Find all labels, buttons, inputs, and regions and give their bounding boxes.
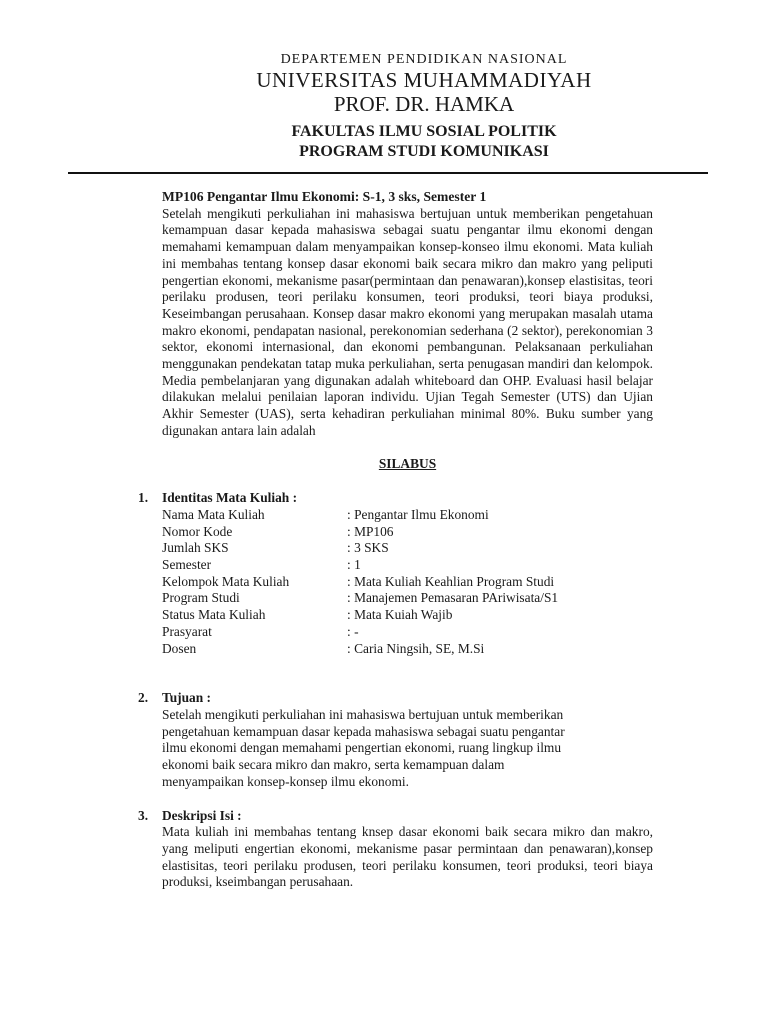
header-divider [68, 172, 708, 174]
tujuan-line: ekonomi baik secara mikro dan makro, serta kemampuan dalam [162, 757, 505, 773]
identity-row [162, 557, 653, 574]
identity-value: : Caria Ningsih, SE, M.Si [347, 640, 485, 656]
deskripsi-text: Mata kuliah ini membahas tentang knsep dasar ekonomi baik secara mikro dan makro, yang meliputi engertian ekonomi, mekanisme pasar permintaan dan penawaran),konsep elastisitas, teori perilaku produsen, teori perilaku konsumen, teori produksi, teori biaya produksi, kseimbangan perusahaan. [162, 824, 653, 890]
university-name: UNIVERSITAS MUHAMMADIYAH [256, 68, 592, 92]
identity-row [162, 507, 653, 524]
letterhead [0, 52, 768, 162]
tujuan-line: menyampaikan konsep-konsep ilmu ekonomi. [162, 773, 409, 789]
identity-row [162, 641, 653, 658]
section-number: 1. [138, 490, 149, 506]
identity-value: : Pengantar Ilmu Ekonomi [347, 506, 489, 522]
department-name: DEPARTEMEN PENDIDIKAN NASIONAL [280, 52, 568, 67]
identity-value: : 3 SKS [347, 540, 389, 556]
university-name-line2: PROF. DR. HAMKA [333, 92, 515, 116]
identity-label: Nomor Kode [162, 523, 233, 539]
identity-value: : Mata Kuliah Keahlian Program Studi [347, 573, 555, 589]
section-deskripsi [138, 807, 653, 892]
identity-row [162, 574, 653, 591]
course-description: Setelah mengikuti perkuliahan ini mahasiswa bertujuan untuk memberikan pengetahuan kemampuan dasar kepada mahasiswa sebagai suatu pengantar ilmu ekonomi dengan memahami kemampuan dalam menyampaikan konsep-konseo ilmu ekonomi. Mata kuliah ini membahas tentang konsep dasar ekonomi baik secara mikro dan makro yang peliputi pengertian ekonomi, mekanisme pasar(permintaan dan penawaran),konsep elastisitas, teori perilaku produsen, teori perilaku konsumen, teori produksi, teori biaya produksi, Keseimbangan perusahaan. Konsep dasar makro ekonomi yang merupakan masalah utama makro ekonomi, pendapatan nasional, perekonomian sederhana (2 sektor), perekonomian 3 sektor, ekonomi internasional, dan ekonomi pembangunan. Pelaksanaan perkuliahan menggunakan pendekatan tatap muka perkuliahan, serta penugasan mandiri dan kelompok. Media pembelanjaran yang digunakan adalah whiteboard dan OHP. Evaluasi hasil belajar dilakukan melalui penilaian laporan individu. Ujian Tegah Semester (UTS) dan Ujian Akhir Semester (UAS), serta kehadiran perkuliahan minimal 80%. Buku sumber yang digunakan antara lain adalah [162, 205, 653, 438]
course-title: MP106 Pengantar Ilmu Ekonomi: S-1, 3 sks, Semester 1 [162, 189, 487, 204]
section-title: Tujuan : [162, 690, 212, 706]
identity-label: Program Studi [162, 590, 240, 606]
identity-value: : - [347, 623, 359, 639]
identity-label: Status Mata Kuliah [162, 607, 266, 623]
section-tujuan [138, 690, 653, 790]
section-number: 3. [138, 807, 149, 823]
identity-value: : Manajemen Pemasaran PAriwisata/S1 [347, 590, 559, 606]
section-identitas [138, 490, 653, 657]
identity-label: Jumlah SKS [162, 540, 229, 556]
identity-label: Semester [162, 557, 212, 573]
identity-label: Nama Mata Kuliah [162, 506, 265, 522]
silabus-heading: SILABUS [378, 455, 437, 471]
identity-row [162, 624, 653, 641]
identity-label: Prasyarat [162, 623, 212, 639]
faculty-name: FAKULTAS ILMU SOSIAL POLITIK [291, 123, 557, 140]
identity-row [162, 540, 653, 557]
section-title: Deskripsi Isi : [162, 807, 242, 823]
document-body [138, 189, 653, 891]
identity-value: : Mata Kuiah Wajib [347, 607, 453, 623]
identity-value: : 1 [347, 557, 361, 573]
identity-label: Dosen [162, 640, 197, 656]
identity-label: Kelompok Mata Kuliah [162, 573, 290, 589]
identity-value: : MP106 [347, 523, 394, 539]
identity-row [162, 590, 653, 607]
tujuan-line: ilmu ekonomi dengan memahami pengertian ekonomi, ruang lingkup ilmu [162, 740, 562, 756]
tujuan-line: Setelah mengikuti perkuliahan ini mahasiswa bertujuan untuk memberikan [162, 706, 564, 722]
identity-row [162, 524, 653, 541]
tujuan-line: pengetahuan kemampuan dasar kepada mahasiswa sebagai suatu pengantar [162, 723, 565, 739]
section-number: 2. [138, 690, 149, 706]
program-name: PROGRAM STUDI KOMUNIKASI [299, 143, 549, 160]
section-title: Identitas Mata Kuliah : [162, 490, 298, 506]
identity-row [162, 607, 653, 624]
